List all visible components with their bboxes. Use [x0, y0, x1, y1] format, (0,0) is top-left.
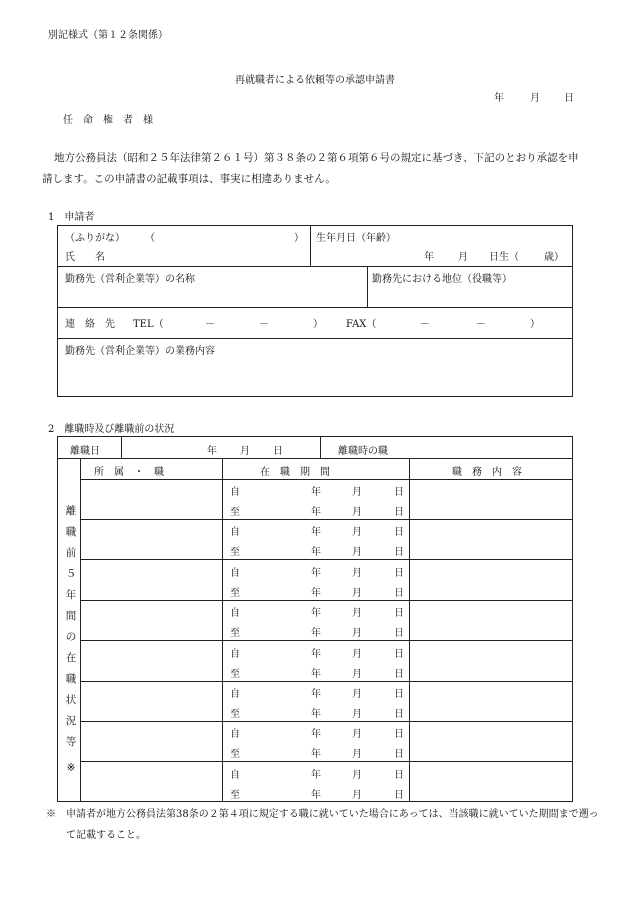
side-label-char: 在	[65, 652, 77, 664]
period-from-label: 自	[230, 729, 240, 740]
period-year: 年	[311, 669, 321, 680]
period-month: 月	[352, 729, 362, 740]
tel-label: TEL（	[133, 319, 164, 330]
period-year: 年	[311, 729, 321, 740]
date-day: 日	[564, 93, 574, 104]
period-year: 年	[311, 568, 321, 579]
employer-name-label: 勤務先（営利企業等）の名称	[65, 274, 195, 285]
furigana-label: （ふりがな）	[65, 233, 125, 244]
furigana-open: （	[145, 233, 155, 244]
period-month: 月	[352, 568, 362, 579]
fax-close: ）	[530, 319, 540, 330]
period-month: 月	[352, 669, 362, 680]
tel-dash-1: －	[205, 319, 215, 330]
fax-label: FAX（	[346, 319, 377, 330]
side-label-char: ５	[65, 568, 77, 580]
period-to-label: 至	[230, 507, 240, 518]
period-from-label: 自	[230, 689, 240, 700]
period-month: 月	[352, 588, 362, 599]
period-month: 月	[352, 608, 362, 619]
period-day: 日	[394, 669, 404, 680]
period-year: 年	[311, 628, 321, 639]
side-label-char: 職	[65, 673, 77, 685]
period-day: 日	[394, 749, 404, 760]
period-from-label: 自	[230, 608, 240, 619]
footnote: ※ 申請者が地方公務員法第38条の２第４項に規定する職に就いていた場合にあっては、当該職に就いていた期間まで遡って記載すること。	[46, 809, 599, 841]
tel-dash-2: －	[259, 319, 269, 330]
date-year: 年	[494, 93, 504, 104]
period-year: 年	[311, 487, 321, 498]
period-day: 日	[394, 588, 404, 599]
period-day: 日	[394, 608, 404, 619]
side-label-char: 状	[65, 694, 77, 706]
side-label-char: 前	[65, 547, 77, 559]
period-to-label: 至	[230, 588, 240, 599]
retire-date-label: 離職日	[70, 446, 100, 457]
side-label-char: 況	[65, 715, 77, 727]
period-year: 年	[311, 608, 321, 619]
furigana-close: ）	[294, 233, 304, 244]
period-to-label: 至	[230, 749, 240, 760]
tel-close: ）	[313, 319, 323, 330]
period-from-label: 自	[230, 568, 240, 579]
period-day: 日	[394, 568, 404, 579]
side-label-char: 間	[65, 610, 77, 622]
period-day: 日	[394, 790, 404, 801]
period-year: 年	[311, 527, 321, 538]
period-day: 日	[394, 628, 404, 639]
col-period-header: 在 職 期 間	[260, 467, 330, 478]
period-to-label: 至	[230, 709, 240, 720]
retire-day: 日	[273, 446, 283, 457]
business-label: 勤務先（営利企業等）の業務内容	[65, 346, 215, 357]
period-to-label: 至	[230, 628, 240, 639]
period-from-label: 自	[230, 487, 240, 498]
period-year: 年	[311, 689, 321, 700]
birth-age-unit: 歳）	[544, 252, 564, 263]
name-label: 氏 名	[65, 252, 105, 263]
period-year: 年	[311, 649, 321, 660]
document-title: 再就職者による依頼等の承認申請書	[235, 75, 395, 86]
period-month: 月	[352, 689, 362, 700]
period-year: 年	[311, 770, 321, 781]
date-month: 月	[530, 93, 540, 104]
period-day: 日	[394, 770, 404, 781]
period-from-label: 自	[230, 527, 240, 538]
retire-month: 月	[240, 446, 250, 457]
period-month: 月	[352, 527, 362, 538]
period-day: 日	[394, 649, 404, 660]
period-month: 月	[352, 790, 362, 801]
birth-year: 年	[424, 252, 434, 263]
period-day: 日	[394, 547, 404, 558]
retire-year: 年	[207, 446, 217, 457]
side-label-char: ※	[66, 762, 76, 774]
contact-label: 連 絡 先	[65, 319, 115, 330]
side-label-char: の	[65, 631, 77, 643]
fax-dash-2: －	[476, 319, 486, 330]
intro-paragraph: 地方公務員法（昭和２５年法律第２６１号）第３８条の２第６項第６号の規定に基づき、下記のとおり承認を申請します。この申請書の記載事項は、事実に相違ありません。	[42, 152, 579, 185]
period-from-label: 自	[230, 649, 240, 660]
side-label-char: 年	[65, 589, 77, 601]
retire-position-label: 離職時の職	[338, 446, 388, 457]
addressee: 任 命 権 者 様	[63, 115, 153, 126]
period-month: 月	[352, 770, 362, 781]
birth-month: 月	[458, 252, 468, 263]
period-day: 日	[394, 527, 404, 538]
period-month: 月	[352, 487, 362, 498]
period-month: 月	[352, 749, 362, 760]
fax-dash-1: －	[420, 319, 430, 330]
period-month: 月	[352, 507, 362, 518]
section1-heading: 1 申請者	[48, 212, 95, 223]
period-month: 月	[352, 709, 362, 720]
period-year: 年	[311, 749, 321, 760]
period-from-label: 自	[230, 770, 240, 781]
side-label-char: 離	[65, 505, 77, 517]
period-year: 年	[311, 588, 321, 599]
period-day: 日	[394, 689, 404, 700]
section2-heading: 2 離職時及び離職前の状況	[48, 424, 175, 435]
col-duties-header: 職 務 内 容	[452, 467, 522, 478]
period-year: 年	[311, 709, 321, 720]
side-label-char: 職	[65, 526, 77, 538]
form-label: 別記様式（第１２条関係）	[48, 30, 168, 41]
period-to-label: 至	[230, 790, 240, 801]
period-day: 日	[394, 487, 404, 498]
period-year: 年	[311, 790, 321, 801]
period-month: 月	[352, 649, 362, 660]
period-to-label: 至	[230, 547, 240, 558]
birth-label: 生年月日（年齢）	[316, 233, 396, 244]
period-day: 日	[394, 709, 404, 720]
period-month: 月	[352, 547, 362, 558]
period-year: 年	[311, 507, 321, 518]
period-month: 月	[352, 628, 362, 639]
employer-position-label: 勤務先における地位（役職等）	[372, 274, 512, 285]
period-to-label: 至	[230, 669, 240, 680]
period-day: 日	[394, 507, 404, 518]
side-label-char: 等	[65, 736, 77, 748]
birth-day-age: 日生（	[489, 252, 519, 263]
period-year: 年	[311, 547, 321, 558]
period-day: 日	[394, 729, 404, 740]
col-affiliation-header: 所 属 ・ 職	[94, 467, 164, 478]
